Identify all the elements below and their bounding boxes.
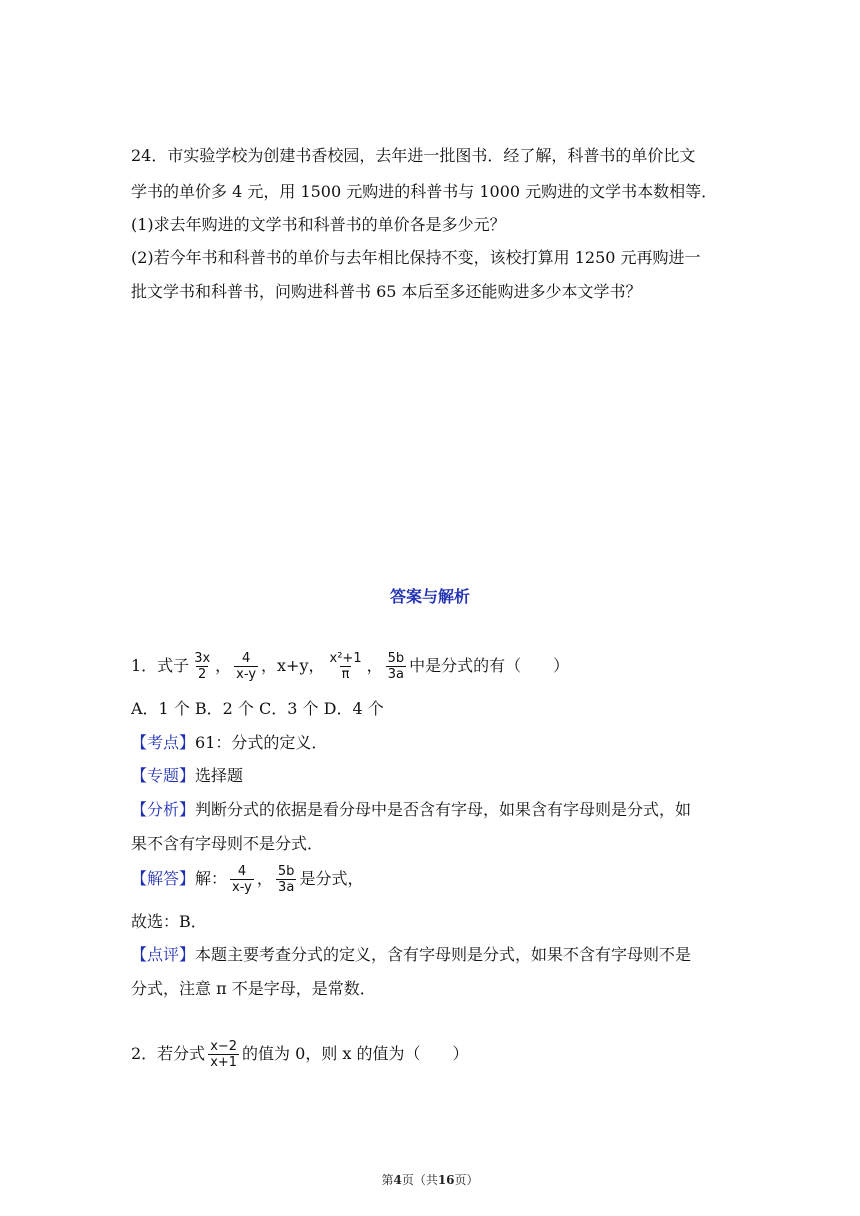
zhuanti-tag: 【专题】	[131, 766, 196, 785]
q1-stem: 1．式子 $\frac{3x}{2}$ ， $\frac{4}{x-y}$ ，x+y， $\frac{\text{x²+1}}{\pi}$ ， $\frac{5b}{3a}$ 中是分式的有（ ）	[131, 651, 570, 682]
fraction-4-over-x-y: $\frac{4}{x-y}$	[232, 864, 252, 895]
q24-line-5: 批文学书和科普书，问购进科普书 65 本后至多还能购进多少本文学书？	[131, 282, 642, 301]
q24-line-4: (2)若今年书和科普书的单价与去年相比保持不变，该校打算用 1250 元再购进一	[131, 248, 701, 267]
answers-title: 答案与解析	[389, 587, 470, 606]
q2-stem: 2．若分式 $\frac{x-2}{x+1}$ 的值为 0，则 x 的值为（ ）	[131, 1039, 469, 1070]
q1-dianping-1: 【点评】本题主要考查分式的定义，含有字母则是分式，如果不含有字母则不是	[131, 945, 692, 964]
q1-kaodian: 【考点】61：分式的定义．	[131, 733, 328, 752]
q24-line-3: (1)求去年购进的文学书和科普书的单价各是多少元？	[131, 215, 506, 234]
fraction-4-over-x-y: $\frac{4}{x-y}$	[236, 651, 257, 682]
q24-line-1: 24．市实验学校为创建书香校园，去年进一批图书．经了解，科普书的单价比文	[131, 146, 696, 165]
total-pages: 16	[437, 1173, 455, 1187]
q1-fenxi-2: 果不含有字母则不是分式．	[131, 834, 324, 853]
q24-line-2: 学书的单价多 4 元，用 1500 元购进的科普书与 1000 元购进的文学书本数相等．	[131, 182, 718, 201]
dianping-tag: 【点评】	[131, 945, 196, 964]
page-number: 4	[393, 1173, 402, 1187]
jieda-tag: 【解答】	[131, 869, 196, 888]
q1-zhuanti: 【专题】选择题	[131, 766, 244, 785]
fraction-5b-over-3a: $\frac{5b}{3a}$	[387, 651, 405, 682]
fraction-5b-over-3a: $\frac{5b}{3a}$	[277, 864, 295, 895]
q1-fenxi-1: 【分析】判断分式的依据是看分母中是否含有字母，如果含有字母则是分式，如	[131, 800, 692, 819]
kaodian-tag: 【考点】	[131, 733, 196, 752]
fraction-3x-over-2: $\frac{3x}{2}$	[194, 651, 211, 682]
fraction-x-minus-2-over-x-plus-1: $\frac{x-2}{x+1}$	[210, 1039, 238, 1070]
q1-suffix: 中是分式的有（ ）	[409, 656, 570, 675]
q1-options: A．1 个 B．2 个 C．3 个 D．4 个	[131, 699, 384, 718]
q1-guxuan: 故选：B．	[131, 912, 207, 931]
q1-prefix: 1．式子	[131, 656, 190, 675]
fraction-x2-plus-1-over-pi: $\frac{\text{x²+1}}{\pi}$	[329, 651, 362, 682]
page-footer: 第4页（共16页）	[381, 1173, 479, 1187]
fenxi-tag: 【分析】	[131, 800, 196, 819]
q1-dianping-2: 分式，注意 π 不是字母，是常数．	[131, 979, 376, 998]
q1-jieda: 【解答】解： $\frac{4}{x-y}$ ， $\frac{5b}{3a}$ 是分式，	[131, 864, 364, 895]
